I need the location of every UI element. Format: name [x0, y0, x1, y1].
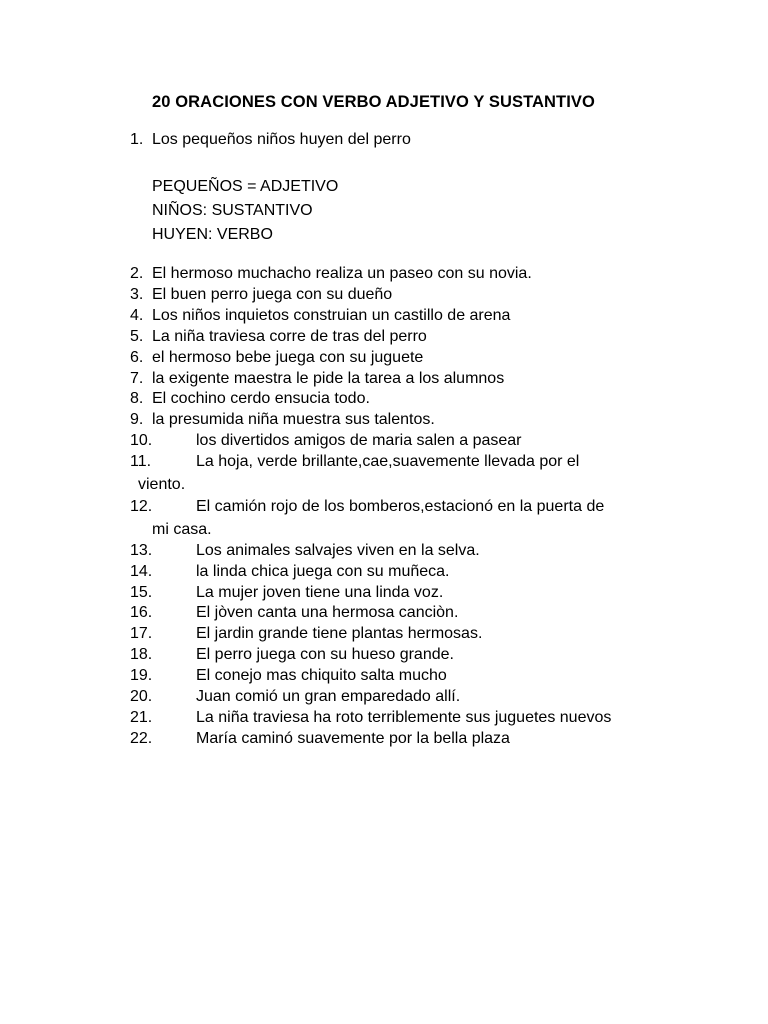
item-text: el hermoso bebe juega con su juguete: [152, 349, 424, 366]
document-title: 20 ORACIONES CON VERBO ADJETIVO Y SUSTANTIVO: [152, 93, 595, 111]
item-text: El buen perro juega con su dueño: [152, 286, 393, 303]
item-number: 17.: [130, 625, 153, 642]
analysis-line: PEQUEÑOS = ADJETIVO: [152, 178, 339, 195]
item-text-continuation: mi casa.: [152, 521, 212, 538]
item-number: 21.: [130, 709, 153, 726]
item-text: María caminó suavemente por la bella plaza: [196, 730, 510, 747]
item-number: 7.: [130, 370, 144, 387]
item-number: 11.: [130, 453, 152, 470]
item-number: 4.: [130, 307, 144, 324]
item-text-continuation: viento.: [138, 476, 186, 493]
item-text: Los animales salvajes viven en la selva.: [196, 542, 480, 559]
item-number: 15.: [130, 584, 153, 601]
item-number: 12.: [130, 498, 153, 515]
item-text: Juan comió un gran emparedado allí.: [196, 688, 461, 705]
item-text: El perro juega con su hueso grande.: [196, 646, 454, 663]
item-text: El jòven canta una hermosa canciòn.: [196, 604, 459, 621]
item-text: La niña traviesa ha roto terriblemente sus juguetes nuevos: [196, 709, 612, 726]
item-number: 20.: [130, 688, 153, 705]
item-number: 9.: [130, 411, 144, 428]
item-text: Los niños inquietos construian un castillo de arena: [152, 307, 511, 324]
item-number: 1.: [130, 131, 144, 148]
item-number: 18.: [130, 646, 153, 663]
item-text: El cochino cerdo ensucia todo.: [152, 390, 370, 407]
item-text: La niña traviesa corre de tras del perro: [152, 328, 427, 345]
item-number: 2.: [130, 265, 144, 282]
item-text: la presumida niña muestra sus talentos.: [152, 411, 435, 428]
item-number: 14.: [130, 563, 153, 580]
item-number: 19.: [130, 667, 153, 684]
item-text: los divertidos amigos de maria salen a pasear: [196, 432, 522, 449]
item-text: La mujer joven tiene una linda voz.: [196, 584, 444, 601]
item-text: El jardin grande tiene plantas hermosas.: [196, 625, 483, 642]
item-number: 22.: [130, 730, 153, 747]
item-text: Los pequeños niños huyen del perro: [152, 131, 411, 148]
item-number: 3.: [130, 286, 144, 303]
item-number: 6.: [130, 349, 144, 366]
analysis-line: NIÑOS: SUSTANTIVO: [152, 202, 313, 219]
item-text: El hermoso muchacho realiza un paseo con su novia.: [152, 265, 532, 282]
item-text: El conejo mas chiquito salta mucho: [196, 667, 447, 684]
item-text: El camión rojo de los bomberos,estacionó en la puerta de: [196, 498, 605, 515]
item-number: 8.: [130, 390, 144, 407]
item-number: 13.: [130, 542, 153, 559]
item-number: 16.: [130, 604, 153, 621]
item-text: La hoja, verde brillante,cae,suavemente llevada por el: [196, 453, 580, 470]
item-number: 5.: [130, 328, 144, 345]
analysis-line: HUYEN: VERBO: [152, 226, 273, 243]
item-text: la linda chica juega con su muñeca.: [196, 563, 450, 580]
item-text: la exigente maestra le pide la tarea a los alumnos: [152, 370, 505, 387]
item-number: 10.: [130, 432, 153, 449]
